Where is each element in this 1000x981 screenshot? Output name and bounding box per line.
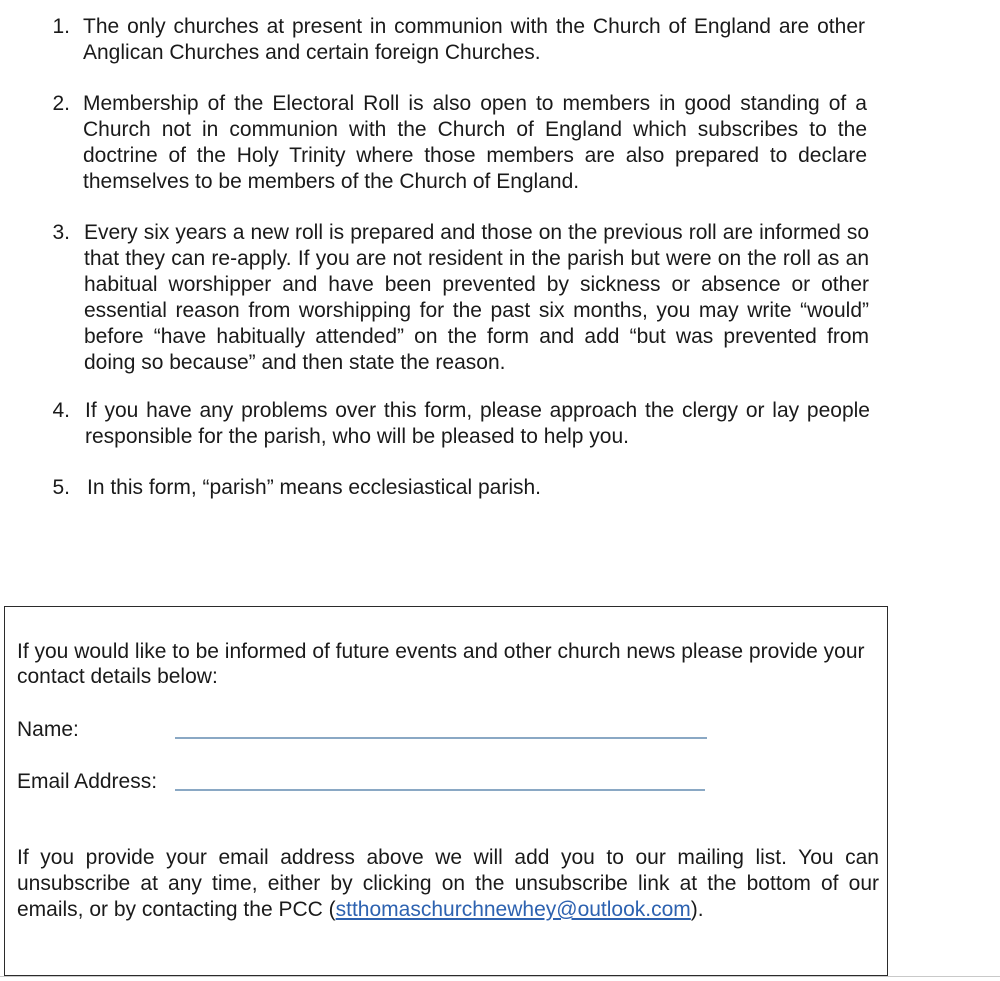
email-label: Email Address: bbox=[17, 770, 158, 793]
mailing-list-text-end: ). bbox=[690, 898, 704, 921]
note-number: 5. bbox=[52, 476, 70, 499]
note-text: Every six years a new roll is prepared and those on the previous roll are informed so that they can re-apply. If you are not resident in the parish but were on the roll as an habitual worshipper and have been prevented by sickness or absence or other essential reason from worshipping for the past six months, you may write “would” before “have habitually attended” on the form and add “but was prevented from doing so because” and then state the reason. bbox=[84, 221, 869, 374]
note-number: 4. bbox=[52, 399, 70, 422]
email-link[interactable]: stthomaschurchnewhey@outlook.com bbox=[335, 898, 691, 921]
note-number: 1. bbox=[52, 15, 70, 38]
note-text: Membership of the Electoral Roll is also open to members in good standing of a Church not in communion with the Church of England which subscribes to the doctrine of the Holy Trinity where those members are also prepared to declare themselves to be members of the Church of England. bbox=[83, 92, 867, 193]
note-text: If you have any problems over this form, please approach the clergy or lay people responsible for the parish, who will be pleased to help you. bbox=[85, 399, 870, 448]
email-field[interactable] bbox=[175, 789, 705, 791]
mailing-list-notice bbox=[17, 845, 879, 923]
mailing-list-text: If you provide your email address above we will add you to our mailing list. You can unsubscribe at any time, either by clicking on the unsubscribe link at the bottom of our emails, or by contacting the PCC ( bbox=[17, 846, 879, 921]
note-number: 2. bbox=[52, 92, 70, 115]
contact-intro: If you would like to be informed of future events and other church news please provide your contact details below: bbox=[17, 640, 865, 688]
name-field[interactable] bbox=[175, 737, 707, 739]
contact-details-box bbox=[4, 606, 888, 976]
note-text: The only churches at present in communion with the Church of England are other Anglican Churches and certain foreign Churches. bbox=[83, 15, 865, 64]
name-label: Name: bbox=[17, 718, 79, 741]
note-text: In this form, “parish” means ecclesiastical parish. bbox=[87, 476, 541, 499]
page-bottom-edge bbox=[0, 976, 1000, 977]
note-number: 3. bbox=[52, 221, 70, 244]
